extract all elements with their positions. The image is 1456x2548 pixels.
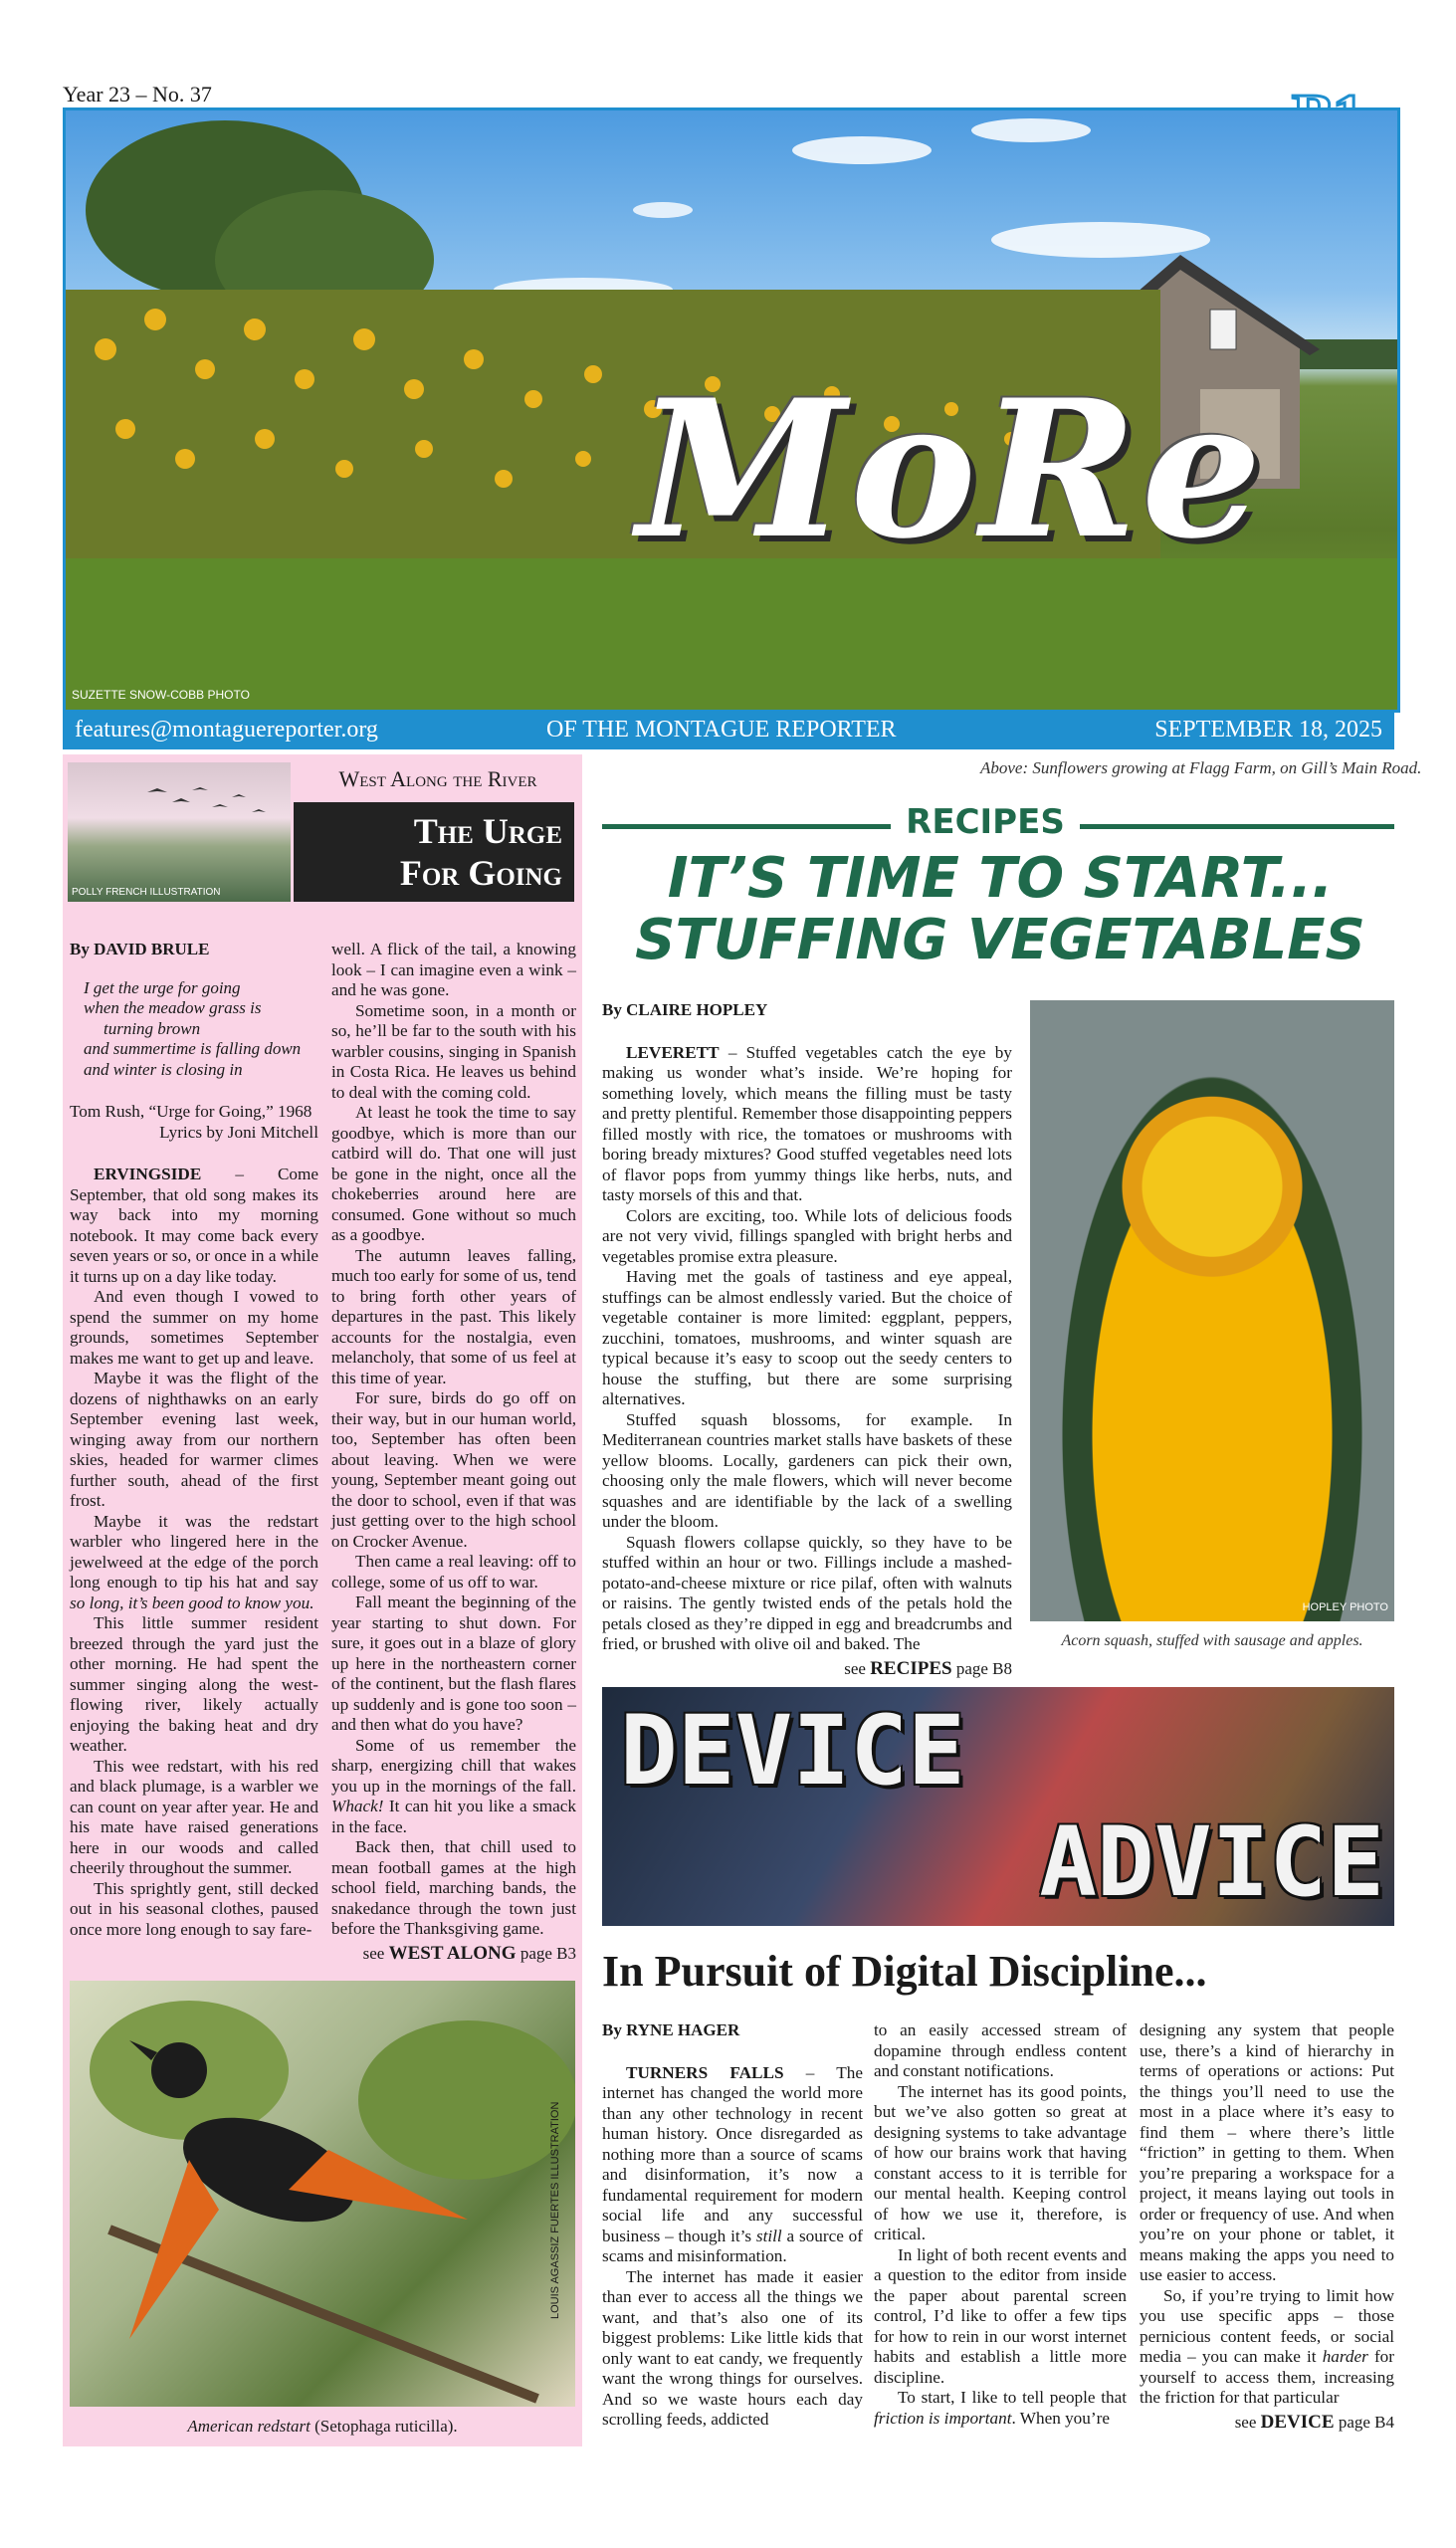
- paragraph: This wee redstart, with his red and black plumage, is a warbler we can count on year after year. He and his mate have raised generations here in our woods and called cheerily throughout the summer.: [70, 1756, 318, 1877]
- paragraph: Back then, that chill used to mean football games at the high school field, marching bands, the snakedance through the town just before the Thanksgiving game.: [331, 1837, 576, 1938]
- jump-page: page B8: [951, 1658, 1012, 1678]
- kicker-rule-left: [602, 824, 891, 829]
- paragraph-emphasis: harder: [1322, 2347, 1368, 2366]
- paragraph-emphasis: still: [755, 2226, 782, 2245]
- jump-page: page B3: [516, 1943, 576, 1963]
- poem-line: I get the urge for going: [84, 977, 241, 997]
- device-advice-banner: [602, 1687, 1394, 1926]
- paragraph: This sprightly gent, still decked out in his seasonal clothes, paused once more long enough to say fare-: [70, 1878, 318, 1939]
- west-along-column-2: [331, 940, 576, 1964]
- paragraph: At least he took the time to say goodbye, which is more than our catbird will do. That one will just be gone in the night, once all the chokeberries around here are consumed. Gone without so much as a goodbye.: [331, 1103, 576, 1244]
- paragraph-text: – The internet has changed the world more than any other technology in recent human history. Once disregarded as nothing more than a source of scams and disinformation, it’s now a fundamental requirement for modern social life and any successful business – though it’s: [602, 2062, 863, 2245]
- byline: By DAVID BRULE: [70, 940, 210, 958]
- jump-prefix: see: [844, 1658, 871, 1678]
- paragraph: The internet has made it easier than ever to access all the things we want, and that’s also one of its biggest problems: Like little kids that only want to eat candy, we frequently want the wrong things for ourselves. And so we waste hours each day scrolling feeds, addicted: [602, 2266, 863, 2429]
- paragraph: [602, 2063, 863, 2267]
- paragraph: And even though I vowed to spend the summer on my home grounds, sometimes September makes me want to get up and leave.: [70, 1287, 318, 1368]
- banner-word-2: ADVICE: [1039, 1806, 1384, 1918]
- jump-keyword: WEST ALONG: [388, 1942, 517, 1964]
- paragraph: Stuffed squash blossoms, for example. In Mediterranean countries market stalls have baskets of these yellow blooms. Locally, gardeners can pick their own, choosing only the male flowers, which will never become squashes and are identifiable by the lack of a swelling under the bloom.: [602, 1409, 1012, 1531]
- byline: By RYNE HAGER: [602, 2020, 740, 2039]
- paragraph-text: Maybe it was the redstart warbler who lingered here in the jewelweed at the edge of the porch long enough to tip his hat and say: [70, 1511, 318, 1592]
- paragraph: For sure, birds do go off on their way, but in our human world, too, September has often been about leaving. When we were young, September meant going out the door to school, even if that was just getting over to the high school on Crocker Avenue.: [331, 1388, 576, 1551]
- section-kicker: RECIPES: [906, 802, 1065, 842]
- jump-prefix: see: [1234, 2412, 1261, 2432]
- illustration-caption: [63, 2417, 582, 2437]
- paragraph: Having met the goals of tastiness and eye appeal, stuffings can be almost endlessly varied. But the choice of vegetable container is more limited: eggplant, peppers, zucchini, tomatoes, mushrooms, and winter squash are typical because it’s easy to scoop out the seedy centers to house the stuffing, but there are some surprising alternatives.: [602, 1267, 1012, 1408]
- recipes-body: [602, 1000, 1012, 1679]
- epigraph-attribution: Tom Rush, “Urge for Going,” 1968: [70, 1102, 312, 1121]
- title-line-1: IT’S TIME TO START...: [667, 846, 1334, 911]
- poem-line: and winter is closing in: [84, 1059, 243, 1079]
- paragraph-text: . When you’re: [1011, 2408, 1110, 2428]
- device-column-1: [602, 2020, 863, 2431]
- paragraph-text: for yourself to access them, increasing the friction for that particular: [1140, 2347, 1394, 2407]
- jump-line[interactable]: [1140, 2413, 1394, 2434]
- paragraph: Maybe it was the flight of the dozens of nighthawks on an early September evening last week, winging away from our northern skies, headed for warmer climes further south, ahead of the first frost.: [70, 1369, 318, 1510]
- paragraph: to an easily accessed stream of dopamine through endless content and constant notifications.: [874, 2020, 1127, 2080]
- paragraph: In light of both recent events and a question to the editor from inside the paper about parental screen control, I’d like to offer a few tips for how to rein in our worst internet habits and establish a little more discipline.: [874, 2244, 1127, 2387]
- jump-page: page B4: [1334, 2412, 1394, 2432]
- article-title: [294, 802, 574, 902]
- section-tagline: OF THE MONTAGUE REPORTER: [546, 717, 897, 743]
- paragraph: [331, 1736, 576, 1838]
- paragraph: [70, 1512, 318, 1614]
- photo-credit: SUZETTE SNOW-COBB PHOTO: [72, 688, 250, 702]
- article-headline: In Pursuit of Digital Discipline...: [602, 1947, 1207, 1996]
- issue-number: Year 23 – No. 37: [63, 82, 212, 106]
- dateline: ERVINGSIDE: [94, 1165, 202, 1183]
- paragraph: This little summer resident breezed through the yard just the other morning. He had spent the summer singing along the west-flowing river, likely actually enjoying the baking heat and dry weather.: [70, 1613, 318, 1755]
- paragraph-text: – Stuffed vegetables catch the eye by making us wonder what’s inside. We’re hoping for something lovely, which means the filling must be tasty and pretty plentiful. Remember those disappointing peppers filled mostly with rice, the tomatoes or mushrooms with boring bready mixtures? Good stuffed vegetables need lots of flavor pops from yummy things like herbs, nuts, and tasty morsels of this and that.: [602, 1042, 1012, 1204]
- stuffed-squash-photo: [1030, 1000, 1394, 1621]
- paragraph: [874, 2388, 1127, 2429]
- device-column-2: [874, 2020, 1127, 2429]
- paragraph-text: It can hit you like a smack in the face.: [331, 1797, 576, 1836]
- byline: By CLAIRE HOPLEY: [602, 1000, 768, 1019]
- column-kicker: West Along the River: [338, 766, 537, 791]
- jump-line[interactable]: [602, 1659, 1012, 1680]
- paragraph: Fall meant the beginning of the year starting to shut down. For sure, it goes out in a blaze of glory up here in the northeastern corner of the continent, but the flash flares up suddenly and is gone too soon – and then what do you have?: [331, 1592, 576, 1734]
- dateline: TURNERS FALLS: [626, 2062, 784, 2082]
- title-line-2: STUFFING VEGETABLES: [635, 908, 1365, 972]
- paragraph: The autumn leaves falling, much too early for some of us, tend to bring forth other years of departures in the past. This likely accounts for the nostalgia, even melancholy, that some of us feel at this time of year.: [331, 1245, 576, 1387]
- paragraph-text: So, if you’re trying to limit how you use specific apps – those pernicious content feeds, or social media – you can make it: [1140, 2285, 1394, 2366]
- caption-species: American redstart: [187, 2417, 311, 2436]
- title-line-1: The Urge: [413, 811, 562, 851]
- issue-date: SEPTEMBER 18, 2025: [1154, 717, 1382, 743]
- article-title: [597, 848, 1403, 971]
- poem-line: when the meadow grass is: [84, 998, 262, 1017]
- paragraph: [602, 1043, 1012, 1206]
- paragraph: designing any system that people use, there’s a kind of hierarchy in terms of operations or actions: Put the things you’ll need to use the most in a place where it’s easy to find them – where there’s little “friction” in getting to them. When you’re preparing a workspace for a project, it means laying out tools in order or frequency of use. And when you’re on your phone or tablet, it means making the apps you need to use easier to access.: [1140, 2020, 1394, 2284]
- paragraph-text: Some of us remember the sharp, energizing chill that wakes you up in the mornings of the fall.: [331, 1735, 576, 1796]
- jump-line[interactable]: [331, 1944, 576, 1965]
- west-along-column-1: [70, 940, 318, 1940]
- section-bar: [63, 710, 1394, 749]
- hero-caption: Above: Sunflowers growing at Flagg Farm, on Gill’s Main Road.: [980, 758, 1422, 777]
- paragraph: Then came a real leaving: off to college, some of us off to war.: [331, 1552, 576, 1592]
- geese-illustration: [68, 762, 291, 902]
- paragraph-text: a source of scams and misinformation.: [602, 2226, 863, 2265]
- caption-latin: (Setophaga ruticilla).: [310, 2417, 458, 2436]
- paragraph-text: To start, I like to tell people that: [898, 2388, 1127, 2407]
- jump-keyword: DEVICE: [1260, 2411, 1335, 2433]
- poem-line: turning brown: [104, 1018, 201, 1038]
- epigraph-poem: [84, 978, 318, 1081]
- dateline: LEVERETT: [626, 1042, 720, 1062]
- email-link[interactable]: features@montaguereporter.org: [75, 717, 378, 743]
- paragraph: [1140, 2286, 1394, 2409]
- device-column-3: [1140, 2020, 1394, 2433]
- redstart-bird-icon: [70, 1981, 575, 2407]
- illustration-credit: LOUIS AGASSIZ FUERTES ILLUSTRATION: [549, 2101, 561, 2319]
- photo-caption: Acorn squash, stuffed with sausage and apples.: [1061, 1632, 1363, 1649]
- illustration-credit: POLLY FRENCH ILLUSTRATION: [72, 887, 221, 898]
- paragraph-text: – Come September, that old song makes its way back into my morning notebook. It may come back every seven years or so, or once in a while it turns up on a day like today.: [70, 1165, 318, 1286]
- paragraph: [70, 1165, 318, 1287]
- redstart-illustration: [70, 1981, 575, 2407]
- paragraph-emphasis: Whack!: [331, 1797, 384, 1815]
- title-line-2: For Going: [399, 853, 562, 893]
- kicker-rule-right: [1080, 824, 1394, 829]
- paragraph: The internet has its good points, but we’ve also gotten so great at designing systems to take advantage of how our brains work that having constant access to it is terrible for our mental health. Keeping control of how we use it, therefore, is critical.: [874, 2081, 1127, 2243]
- paragraph: Colors are exciting, too. While lots of delicious foods are not very vivid, fillings spangled with bright herbs and vegetables promise extra pleasure.: [602, 1205, 1012, 1266]
- photo-credit: HOPLEY PHOTO: [1302, 1601, 1388, 1613]
- paragraph-emphasis: friction is important: [874, 2408, 1012, 2428]
- jump-prefix: see: [362, 1943, 389, 1963]
- paragraph: Sometime soon, in a month or so, he’ll be far to the south with his warbler cousins, singing in Spanish in Costa Rica. He leaves us behind to deal with the coming cold.: [331, 1000, 576, 1102]
- epigraph-attribution-2: Lyrics by Joni Mitchell: [159, 1122, 318, 1142]
- paragraph: Squash flowers collapse quickly, so they have to be stuffed within an hour or two. Fillings include a mashed-potato-and-cheese mixture or rice pilaf, often with walnuts or raisins. The gently twisted ends of the petals hold the petals closed as they’re dipped in egg and breadcrumbs and fried, or brushed with olive oil and baked. The: [602, 1532, 1012, 1653]
- paragraph-emphasis: so long, it’s been good to know you.: [70, 1592, 314, 1612]
- banner-word-1: DEVICE: [620, 1695, 965, 1806]
- paragraph: well. A flick of the tail, a knowing look – I can imagine even a wink – and he was gone.: [331, 940, 576, 999]
- jump-keyword: RECIPES: [870, 1657, 952, 1679]
- masthead-logo: MoRe: [637, 358, 1266, 580]
- flying-geese-icon: [68, 762, 291, 902]
- poem-line: and summertime is falling down: [84, 1039, 302, 1058]
